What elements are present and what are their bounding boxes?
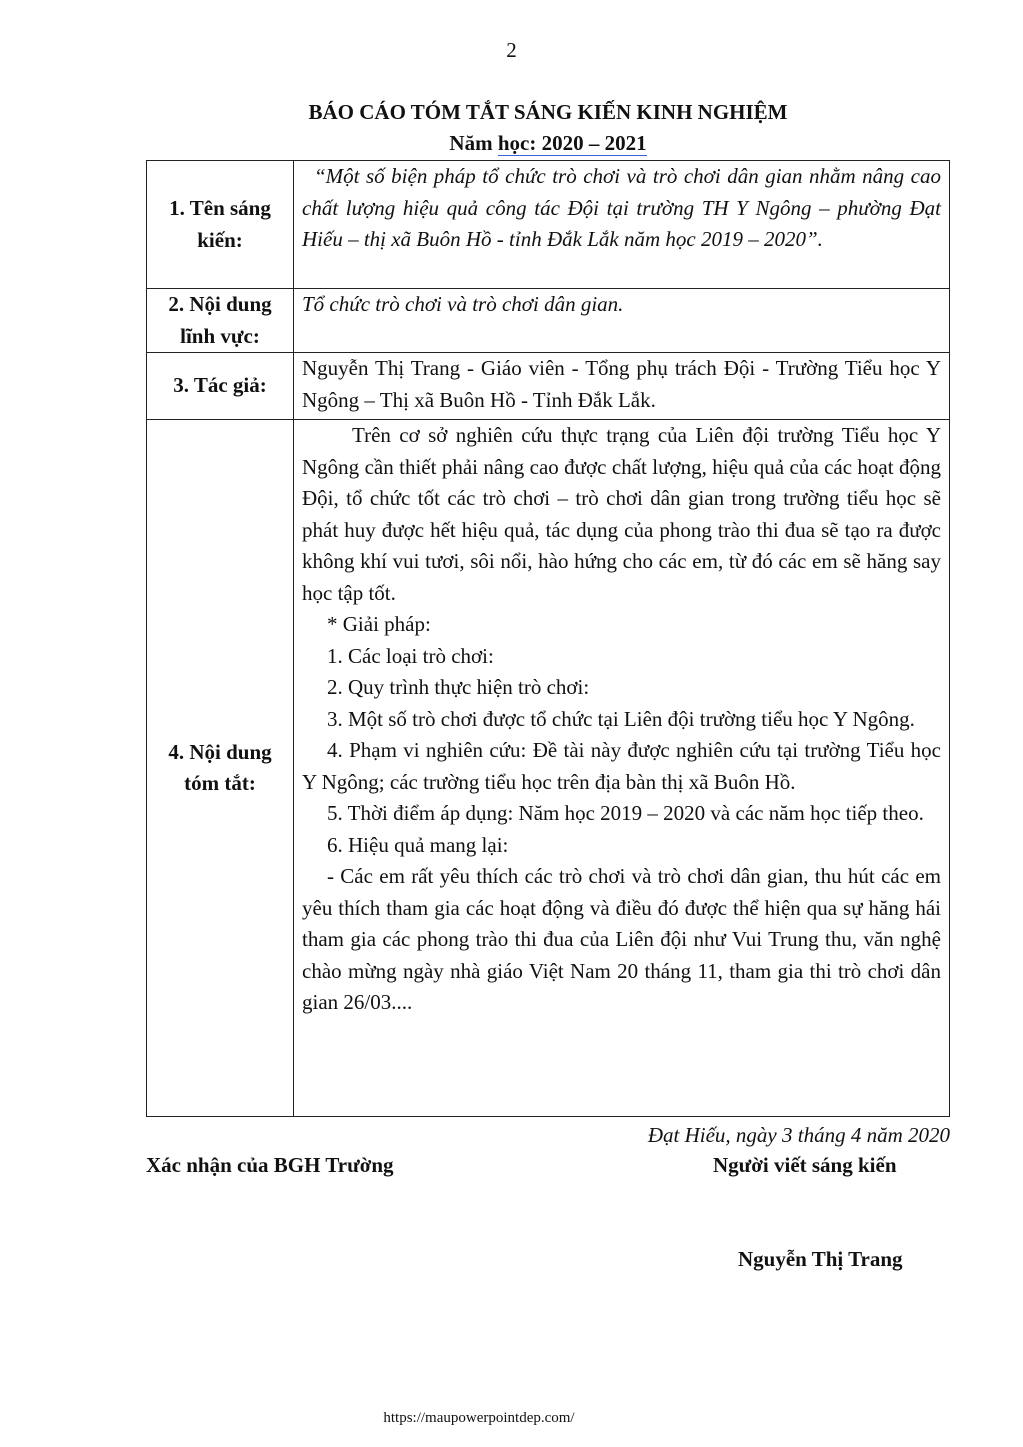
school-year-prefix: Năm <box>449 131 498 155</box>
table-row-summary <box>147 420 950 1117</box>
row-value: “Một số biện pháp tổ chức trò chơi và trò chơi dân gian nhằm nâng cao chất lượng hiệu quả công tác Đội tại trường TH Y Ngông – phường Đạt Hiếu – thị xã Buôn Hồ - tỉnh Đắk Lắk năm học 2019 – 2020”. <box>294 161 950 289</box>
report-title: BÁO CÁO TÓM TẮT SÁNG KIẾN KINH NGHIỆM <box>308 100 788 124</box>
summary-item: 5. Thời điểm áp dụng: Năm học 2019 – 2020 và các năm học tiếp theo. <box>327 801 924 825</box>
row-label: 3. Tác giả: <box>147 353 294 420</box>
summary-item: - Các em rất yêu thích các trò chơi và trò chơi dân gian, thu hút các em yêu thích tham gia các hoạt động và điều đó được thể hiện qua sự hăng hái tham gia các phong trào thi đua của Liên đội như Vui Trung thu, văn nghệ chào mừng ngày nhà giáo Việt Nam 20 tháng 11, tham gia thi trò chơi dân gian 26/03.... <box>302 864 941 1014</box>
footer-url: https://maupowerpointdep.com/ <box>383 1410 575 1426</box>
school-year-value: học: 2020 – 2021 <box>497 131 647 155</box>
confirm-label: Xác nhận của BGH Trường <box>146 1153 394 1177</box>
writer-label: Người viết sáng kiến <box>713 1153 897 1177</box>
date-line: Đạt Hiếu, ngày 3 tháng 4 năm 2020 <box>647 1123 950 1147</box>
report-subtitle <box>0 131 1023 156</box>
row-value <box>294 420 950 1117</box>
page-number: 2 <box>506 38 517 62</box>
summary-item: * Giải pháp: <box>327 612 431 636</box>
row-value: Nguyễn Thị Trang - Giáo viên - Tổng phụ trách Đội - Trường Tiểu học Y Ngông – Thị xã Buôn Hồ - Tỉnh Đắk Lắk. <box>294 353 950 420</box>
row-label: 2. Nội dung lĩnh vực: <box>147 289 294 353</box>
row-label: 1. Tên sáng kiến: <box>147 161 294 289</box>
table-row-field <box>147 289 950 353</box>
summary-item: 6. Hiệu quả mang lại: <box>327 832 509 857</box>
table-row-author <box>147 353 950 420</box>
table-row-initiative-name <box>147 161 950 289</box>
row-value: Tổ chức trò chơi và trò chơi dân gian. <box>294 289 950 353</box>
summary-intro: Trên cơ sở nghiên cứu thực trạng của Liên đội trường Tiểu học Y Ngông cần thiết phải nâng cao được chất lượng, hiệu quả của các hoạt động Đội, tổ chức tốt các trò chơi – trò chơi dân gian trong trường tiểu học sẽ phát huy được hết hiệu quả, tác dụng của phong trào thi đua sẽ tạo ra được không khí vui tươi, sôi nổi, hào hứng cho các em, từ đó các em sẽ hăng say học tập tốt. <box>302 423 941 605</box>
signer-name: Nguyễn Thị Trang <box>738 1247 903 1271</box>
summary-item: 1. Các loại trò chơi: <box>327 643 494 668</box>
summary-item: 2. Quy trình thực hiện trò chơi: <box>327 675 590 699</box>
summary-item: 3. Một số trò chơi được tổ chức tại Liên đội trường tiểu học Y Ngông. <box>327 706 915 731</box>
summary-table <box>146 160 950 1117</box>
row-label: 4. Nội dung tóm tắt: <box>147 420 294 1117</box>
summary-item: 4. Phạm vi nghiên cứu: Đề tài này được nghiên cứu tại trường Tiểu học Y Ngông; các trường tiểu học trên địa bàn thị xã Buôn Hồ. <box>302 738 941 794</box>
